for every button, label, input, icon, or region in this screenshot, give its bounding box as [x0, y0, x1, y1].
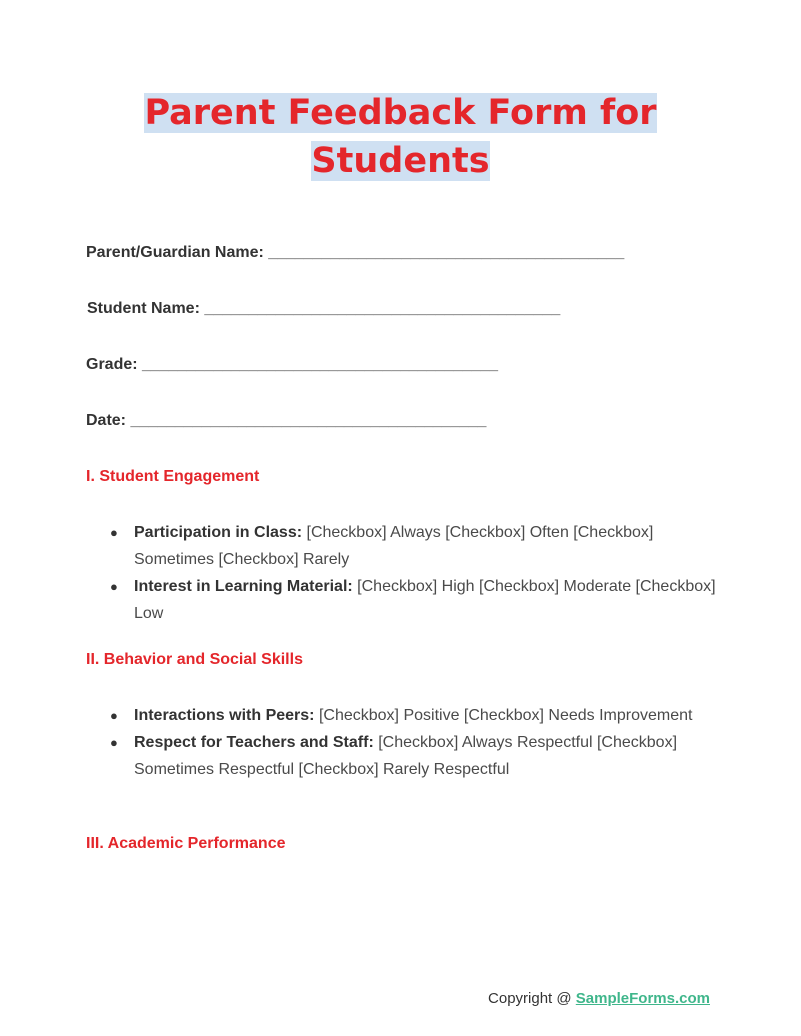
page-title	[0, 89, 801, 185]
field-label: Grade:	[86, 356, 138, 373]
item-label: Participation in Class:	[134, 524, 303, 541]
field-label: Date:	[86, 412, 127, 429]
item-options: [Checkbox] Always [Checkbox] Often [Checkbox] Sometimes [Checkbox] Rarely	[134, 524, 654, 568]
title-line-2: Students	[311, 141, 490, 181]
bullet-icon: ●	[110, 525, 118, 540]
field-blank[interactable]: ________________________________________	[142, 356, 498, 373]
list-item	[86, 519, 716, 573]
field-blank[interactable]: ________________________________________	[204, 300, 561, 317]
list-item	[86, 573, 716, 627]
field-date	[86, 411, 486, 431]
section-heading-behavior-social-skills: II. Behavior and Social Skills	[86, 651, 303, 668]
bullet-icon: ●	[110, 708, 118, 723]
field-blank[interactable]: ________________________________________	[268, 244, 625, 261]
bullet-icon: ●	[110, 735, 118, 750]
student-engagement-list	[86, 519, 716, 627]
field-label: Student Name:	[87, 300, 200, 317]
title-line-1: Parent Feedback Form for	[144, 93, 657, 133]
item-label: Interactions with Peers:	[134, 707, 315, 724]
field-label: Parent/Guardian Name:	[86, 244, 264, 261]
item-options: [Checkbox] Always Respectful [Checkbox] Sometimes Respectful [Checkbox] Rarely Respectful	[134, 734, 678, 778]
field-parent-guardian-name	[86, 243, 624, 263]
item-options: [Checkbox] Positive [Checkbox] Needs Improvement	[318, 707, 693, 724]
section-heading-academic-performance: III. Academic Performance	[86, 835, 286, 852]
item-options: [Checkbox] High [Checkbox] Moderate [Checkbox] Low	[134, 578, 716, 622]
copyright-text: Copyright @	[488, 990, 572, 1007]
field-student-name	[87, 299, 560, 319]
item-label: Respect for Teachers and Staff:	[134, 734, 374, 751]
behavior-social-skills-list	[86, 702, 716, 783]
field-grade	[86, 355, 498, 375]
field-blank[interactable]: ________________________________________	[130, 412, 487, 429]
list-item	[86, 729, 716, 783]
list-item	[86, 702, 716, 729]
section-heading-student-engagement: I. Student Engagement	[86, 468, 260, 485]
copyright-footer	[488, 989, 710, 1009]
bullet-icon: ●	[110, 579, 118, 594]
item-label: Interest in Learning Material:	[134, 578, 353, 595]
brand-link[interactable]: SampleForms.com	[575, 990, 710, 1007]
